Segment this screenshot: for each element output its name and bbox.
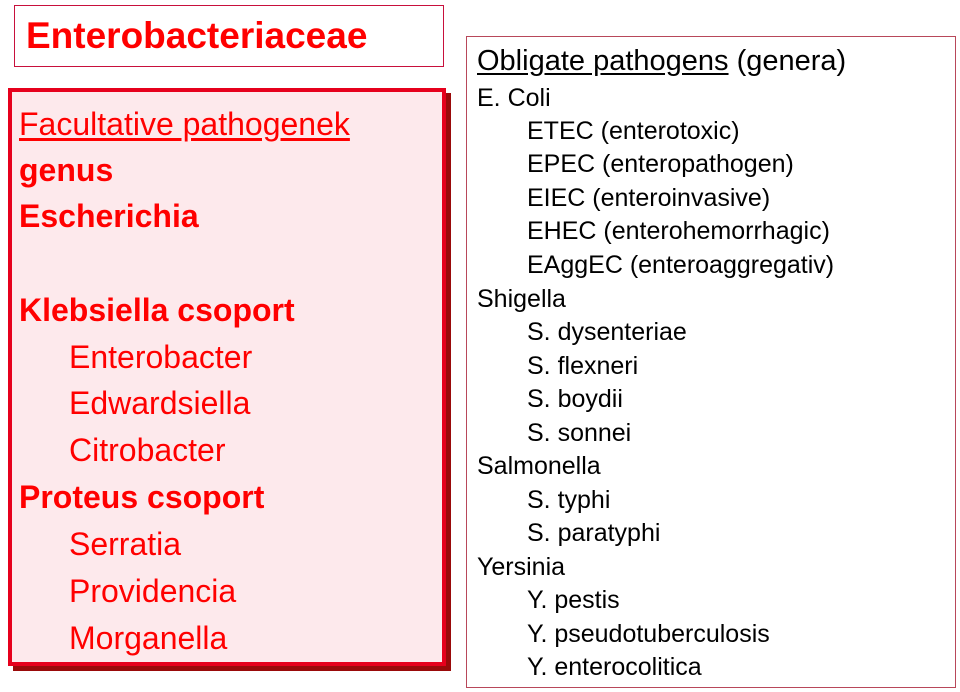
genus-name: Yersinia xyxy=(477,553,566,581)
genus-member: S. typhi xyxy=(527,486,611,514)
genus-member: EIEC (enteroinvasive) xyxy=(527,184,771,212)
obligate-heading-suffix: (genera) xyxy=(728,45,847,77)
genus-name: E. Coli xyxy=(477,84,551,112)
genus-name: Shigella xyxy=(477,285,566,313)
genus-member: S. sonnei xyxy=(527,419,632,447)
obligate-heading-main: Obligate pathogens xyxy=(477,45,729,77)
page-title: Enterobacteriaceae xyxy=(26,15,368,56)
title-box xyxy=(14,5,444,67)
genus-name: Salmonella xyxy=(477,452,601,480)
proteus-member: Serratia xyxy=(69,526,182,562)
klebsiella-member: Citrobacter xyxy=(69,432,226,468)
genus-escherichia: Escherichia xyxy=(19,198,199,234)
obligate-heading xyxy=(477,44,846,78)
genus-member: Y. pseudotuberculosis xyxy=(527,620,770,648)
genus-member: S. paratyphi xyxy=(527,519,661,547)
proteus-member: Providencia xyxy=(69,573,237,609)
klebsiella-member: Edwardsiella xyxy=(69,385,251,421)
genus-member: EAggEC (enteroaggregativ) xyxy=(527,251,835,279)
proteus-member: Morganella xyxy=(69,620,228,656)
genus-label: genus xyxy=(19,152,114,188)
genus-member: S. boydii xyxy=(527,385,623,413)
genus-member: EPEC (enteropathogen) xyxy=(527,150,794,178)
genus-member: EHEC (enterohemorrhagic) xyxy=(527,217,830,245)
facultative-heading: Facultative pathogenek xyxy=(19,106,350,142)
proteus-group-heading: Proteus csoport xyxy=(19,479,265,515)
klebsiella-group-heading: Klebsiella csoport xyxy=(19,292,295,328)
genus-member: Y. enterocolitica xyxy=(527,653,702,681)
genus-member: S. flexneri xyxy=(527,352,639,380)
genus-member: Y. pestis xyxy=(527,586,620,614)
genus-member: S. dysenteriae xyxy=(527,318,687,346)
genus-member: ETEC (enterotoxic) xyxy=(527,117,740,145)
klebsiella-member: Enterobacter xyxy=(69,339,253,375)
